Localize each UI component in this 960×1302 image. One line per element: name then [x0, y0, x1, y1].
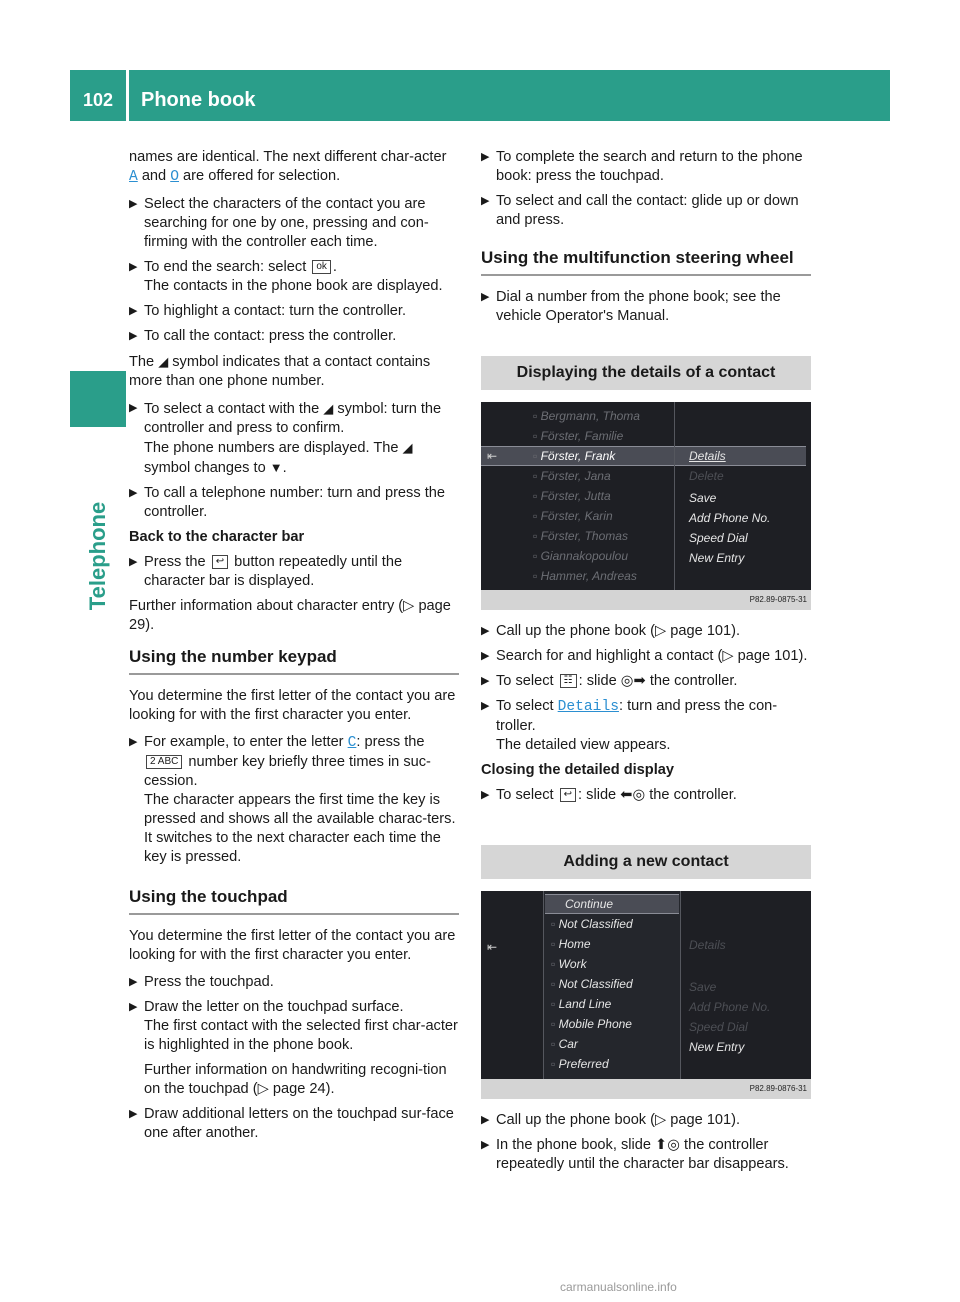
contact-icon: ▫ [533, 449, 541, 463]
paragraph: You determine the first letter of the contact you are looking for with the first character you enter. [129, 928, 456, 963]
figure-caption: P82.89-0876-31 [481, 1079, 811, 1099]
contact-row[interactable]: ▫ Hammer, Andreas [533, 569, 637, 583]
contact-icon: ▫ [533, 429, 541, 443]
right-column [481, 148, 811, 1180]
new-contact-screenshot [481, 891, 811, 1099]
paragraph: You determine the first letter of the contact you are looking for with the first character you enter. [129, 688, 456, 723]
step-arrow-icon: ▶ [481, 291, 490, 303]
step: ▶ Draw the letter on the touchpad surface. The first contact with the selected first char-acter is highlighted in the phone book. Further information on handwriting recogni-tion on the touchpad (▷ page 24). [129, 999, 458, 1097]
section-heading: Using the multifunction steering wheel [481, 248, 811, 276]
details-link[interactable]: Details [557, 699, 619, 715]
step: ▶ Dial a number from the phone book; see the vehicle Operator's Manual. [481, 289, 781, 324]
menu-item[interactable]: Add Phone No. [689, 511, 771, 525]
step: ▶ To end the search: select ok . The contacts in the phone book are displayed. [129, 259, 443, 294]
menu-item[interactable]: New Entry [689, 551, 745, 565]
step-arrow-icon: ▶ [129, 261, 138, 273]
step-arrow-icon: ▶ [481, 700, 490, 712]
step: ▶ To select a contact with the ◢ symbol: turn the controller and press to confirm. The phone numbers are displayed. The ◢ symbol changes to ▼. [129, 401, 442, 476]
menu-item[interactable]: Save [689, 491, 717, 505]
subheading: Closing the detailed display [481, 762, 674, 778]
step: ▶ To call a telephone number: turn and press the controller. [129, 485, 445, 520]
phone-book-screenshot [481, 402, 811, 610]
step-arrow-icon: ▶ [129, 976, 138, 988]
menu-icon: ☷ [560, 674, 577, 688]
side-tab-label: Telephone [85, 501, 110, 611]
contact-icon: ▫ [533, 509, 541, 523]
category-row[interactable]: ▫ Land Line [551, 997, 612, 1011]
step-arrow-icon: ▶ [129, 736, 138, 748]
contact-row[interactable]: ▫ Förster, Familie [533, 429, 624, 443]
page-number: 102 [82, 90, 114, 110]
section-heading: Using the touchpad [129, 887, 459, 915]
step: ▶ Draw additional letters on the touchpad sur-face one after another. [129, 1106, 454, 1141]
contact-row[interactable]: ▫ Förster, Karin [533, 509, 613, 523]
step: ▶ Call up the phone book (▷ page 101). [481, 1112, 741, 1128]
contact-row[interactable]: ▫ Förster, Jana [533, 469, 611, 483]
step: ▶ In the phone book, slide ⬆◎ the controller repeatedly until the character bar disappears. [481, 1137, 789, 1172]
side-tab-marker [70, 371, 126, 427]
paragraph: names are identical. The next different char-acter A and O are offered for selection. [129, 149, 447, 185]
paragraph: Further information about character entry (▷ page 29). [129, 598, 451, 633]
contact-row[interactable]: ▫ Förster, Thomas [533, 529, 628, 543]
step-arrow-icon: ▶ [129, 402, 138, 414]
category-icon: ▫ [551, 997, 559, 1011]
step: ▶ To select ☷ : slide ◎➡ the controller. [481, 673, 738, 689]
side-tab [70, 121, 126, 1302]
step: ▶ To select and call the contact: glide up or down and press. [481, 193, 799, 228]
contact-icon: ▫ [533, 469, 541, 483]
contact-icon: ▫ [533, 549, 541, 563]
step-arrow-icon: ▶ [481, 789, 490, 801]
category-icon: ▫ [551, 957, 559, 971]
left-column [129, 148, 459, 1149]
continue-label[interactable]: Continue [565, 897, 614, 911]
step-arrow-icon: ▶ [481, 151, 490, 163]
step-arrow-icon: ▶ [481, 650, 490, 662]
menu-item[interactable]: Speed Dial [689, 1020, 748, 1034]
letter-o-link[interactable]: O [170, 169, 179, 185]
step-arrow-icon: ▶ [129, 305, 138, 317]
category-row[interactable]: ▫ Car [551, 1037, 578, 1051]
menu-item[interactable]: Save [689, 980, 717, 994]
step-arrow-icon: ▶ [481, 1139, 490, 1151]
paragraph: The ◢ symbol indicates that a contact contains more than one phone number. [129, 354, 431, 389]
step: ▶ To select Details: turn and press the con-troller. The detailed view appears. [481, 698, 778, 753]
step: ▶ To select ↩ : slide ⬅◎ the controller. [481, 787, 737, 803]
category-row[interactable]: ▫ Not Classified [551, 977, 633, 991]
category-row[interactable]: ▫ Not Classified [551, 917, 633, 931]
expanded-icon: ▼ [269, 460, 283, 475]
category-row[interactable]: ▫ Mobile Phone [551, 1017, 632, 1031]
menu-item[interactable]: Details [689, 938, 726, 952]
category-row[interactable]: ▫ Work [551, 957, 587, 971]
step-arrow-icon: ▶ [129, 556, 138, 568]
letter-a-link[interactable]: A [129, 169, 138, 185]
contact-row[interactable]: ▫ Förster, Jutta [533, 489, 611, 503]
category-icon: ▫ [551, 1037, 559, 1051]
step-arrow-icon: ▶ [129, 1001, 138, 1013]
contact-icon: ▫ [533, 569, 541, 583]
menu-item[interactable]: Details [689, 449, 726, 463]
highlight-bar [481, 446, 806, 466]
step-arrow-icon: ▶ [481, 675, 490, 687]
menu-item[interactable]: Delete [689, 469, 724, 483]
page-header [70, 70, 890, 121]
step-arrow-icon: ▶ [129, 487, 138, 499]
multi-number-icon: ◢ [158, 354, 169, 369]
contact-row[interactable]: ▫ Giannakopoulou [533, 549, 628, 563]
category-icon: ▫ [551, 977, 559, 991]
step: ▶ Press the touchpad. [129, 974, 274, 990]
back-key-icon: ↩ [560, 788, 576, 802]
step-arrow-icon: ▶ [129, 1108, 138, 1120]
section-band: Adding a new contact [481, 845, 811, 879]
back-icon: ⇤ [487, 940, 498, 954]
step: ▶ For example, to enter the letter C: press the 2 ABC number key briefly three times in suc-cession. The character appears the first time the key is pressed and shows all the available charac-ters. It switches to the next character each time the key is pressed. [129, 734, 456, 865]
header-divider [126, 70, 129, 121]
category-icon: ▫ [551, 917, 559, 931]
category-row[interactable]: ▫ Home [551, 937, 591, 951]
step: ▶ To complete the search and return to the phone book: press the touchpad. [481, 149, 803, 184]
watermark: carmanualsonline.info [560, 1280, 677, 1294]
contact-row[interactable]: ▫ Bergmann, Thoma [533, 409, 640, 423]
step: ▶ Call up the phone book (▷ page 101). [481, 623, 741, 639]
step: ▶ Select the characters of the contact you are searching for one by one, pressing and con-firming with the controller each time. [129, 196, 429, 250]
subheading: Back to the character bar [129, 529, 305, 545]
step: ▶ To call the contact: press the controller. [129, 328, 397, 344]
key-2-icon: 2 ABC [146, 755, 182, 769]
menu-item[interactable]: New Entry [689, 1040, 745, 1054]
section-heading: Using the number keypad [129, 647, 459, 675]
figure-caption: P82.89-0875-31 [481, 590, 811, 610]
letter-c-link[interactable]: C [347, 735, 357, 751]
step-arrow-icon: ▶ [481, 625, 490, 637]
back-key-icon: ↩ [212, 555, 228, 569]
step-arrow-icon: ▶ [129, 330, 138, 342]
category-icon: ▫ [551, 937, 559, 951]
step: ▶ Search for and highlight a contact (▷ page 101). [481, 648, 808, 664]
contact-icon: ▫ [533, 529, 541, 543]
section-band: Displaying the details of a contact [481, 356, 811, 390]
step-arrow-icon: ▶ [481, 1114, 490, 1126]
screen-divider [674, 402, 675, 590]
menu-item[interactable]: Add Phone No. [689, 1000, 771, 1014]
contact-icon: ▫ [533, 489, 541, 503]
category-row[interactable]: ▫ Preferred [551, 1057, 609, 1071]
ok-key-icon: ok [312, 260, 331, 274]
step: ▶ Press the ↩ button repeatedly until the character bar is displayed. [129, 554, 403, 589]
back-icon: ⇤ [487, 449, 498, 463]
multi-number-icon: ◢ [402, 440, 413, 455]
category-icon: ▫ [551, 1017, 559, 1031]
step: ▶ To highlight a contact: turn the controller. [129, 303, 407, 319]
page-title: Phone book [141, 89, 256, 111]
menu-item[interactable]: Speed Dial [689, 531, 748, 545]
contact-row[interactable]: ▫ Förster, Frank [533, 449, 616, 463]
contact-icon: ▫ [533, 409, 541, 423]
category-icon: ▫ [551, 1057, 559, 1071]
step-arrow-icon: ▶ [129, 198, 138, 210]
step-arrow-icon: ▶ [481, 195, 490, 207]
multi-number-icon: ◢ [323, 401, 334, 416]
